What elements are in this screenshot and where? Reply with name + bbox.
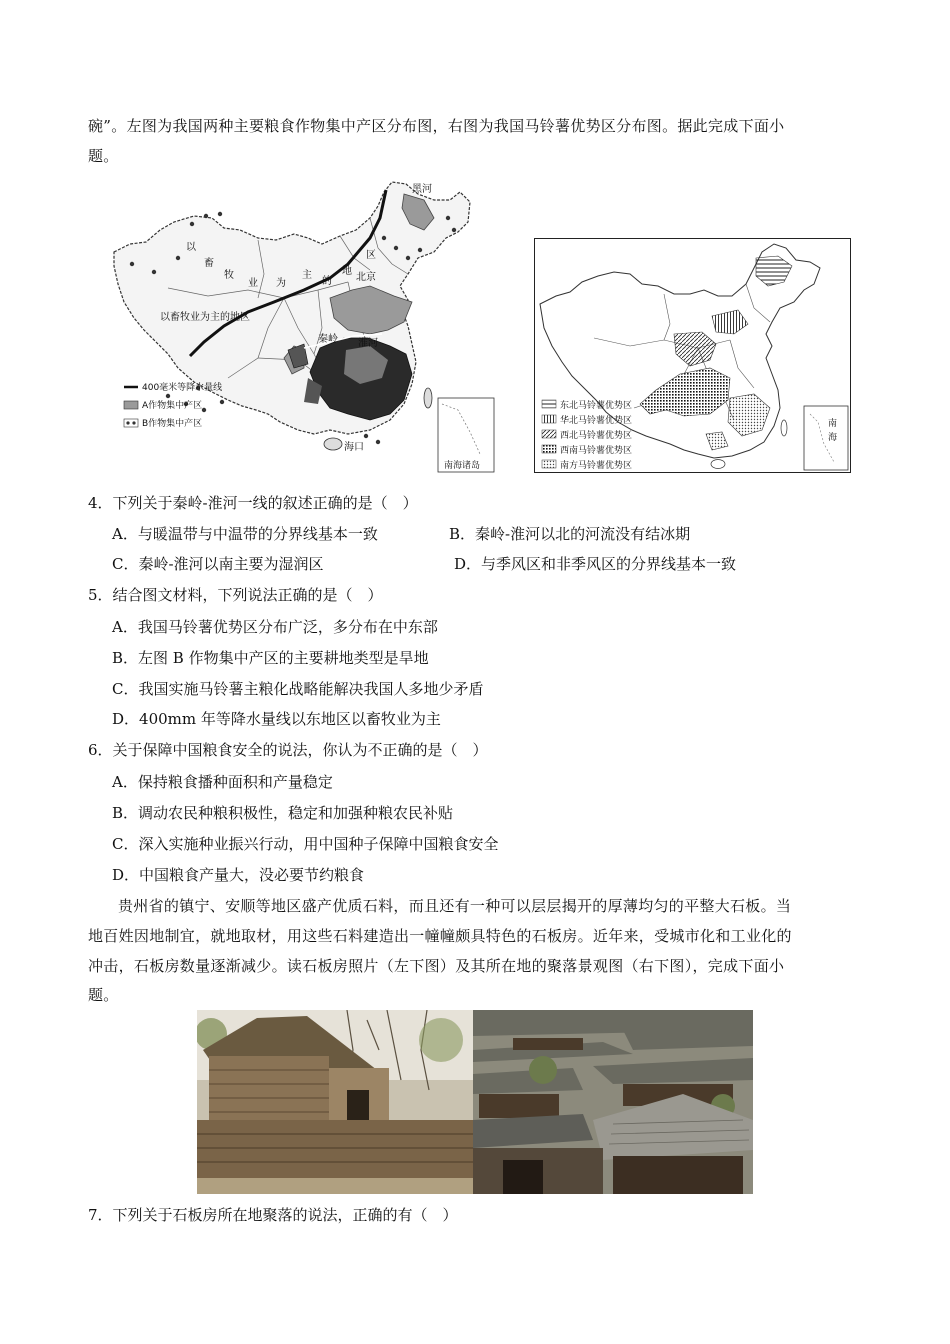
q7-stem: 7．下列关于石板房所在地聚落的说法，正确的有（ ） (88, 1206, 458, 1224)
label-c5: 为 (276, 278, 286, 289)
label-c8: 地 (342, 266, 352, 277)
label-heihe: 黑河 (412, 184, 432, 195)
label-qinling: 秦岭 (318, 334, 338, 345)
village-landscape-photo (473, 1010, 753, 1194)
label-south-sea: 南海诸岛 (444, 461, 481, 471)
q4-option-a: A．与暖温带与中温带的分界线基本一致 (112, 525, 378, 543)
q5-option-d: D．400mm 年等降水量线以东地区以畜牧业为主 (112, 710, 441, 728)
label-c7: 的 (322, 276, 332, 287)
intro2-line-1: 贵州省的镇宁、安顺等地区盛产优质石料，而且还有一种可以层层揭开的厚薄均匀的平整大石板。当 (118, 897, 792, 915)
q6-option-c: C．深入实施种业振兴行动，用中国种子保障中国粮食安全 (112, 835, 499, 853)
label-c9: 区 (366, 250, 376, 261)
legend-400mm-line: 400毫米等降水量线 (142, 383, 223, 393)
legend-southwest: 西南马铃薯优势区 (560, 446, 633, 456)
q6-option-a: A．保持粮食播种面积和产量稳定 (112, 773, 333, 791)
label-pastoral-region: 以畜牧业为主的地区 (160, 312, 250, 323)
label-c6: 主 (302, 270, 312, 281)
label-c3: 牧 (224, 270, 234, 281)
q4-option-d: D．与季风区和非季风区的分界线基本一致 (454, 555, 737, 573)
q5-stem: 5．结合图文材料，下列说法正确的是（ ） (88, 586, 383, 604)
legend-north: 华北马铃薯优势区 (560, 416, 633, 426)
q4-option-c: C．秦岭-淮河以南主要为湿润区 (112, 555, 324, 573)
q4-stem: 4．下列关于秦岭-淮河一线的叙述正确的是（ ） (88, 494, 418, 512)
intro2-line-4: 题。 (88, 986, 119, 1004)
intro-line-2: 题。 (88, 147, 119, 165)
legend-b-crop: B作物集中产区 (142, 419, 203, 429)
label-c4: 业 (248, 278, 258, 289)
q6-stem: 6．关于保障中国粮食安全的说法，你认为不正确的是（ ） (88, 741, 488, 759)
intro2-line-2: 地百姓因地制宜，就地取材，用这些石料建造出一幢幢颇具特色的石板房。近年来，受城市化和工业化的 (88, 927, 792, 945)
label-haikou: 海口 (344, 442, 364, 453)
label-c1: 以 (186, 242, 196, 253)
legend-northwest: 西北马铃薯优势区 (560, 431, 633, 441)
q4-option-b: B．秦岭-淮河以北的河流没有结冰期 (449, 525, 691, 543)
label-huaihe: 淮河 (358, 338, 378, 349)
grain-production-map (108, 178, 500, 478)
inset-label-2: 海 (828, 433, 838, 443)
q6-option-d: D．中国粮食产量大，没必要节约粮食 (112, 866, 365, 884)
inset-label-1: 南 (828, 419, 838, 429)
q5-option-c: C．我国实施马铃薯主粮化战略能解决我国人多地少矛盾 (112, 680, 484, 698)
legend-a-crop: A作物集中产区 (142, 401, 203, 411)
legend-northeast: 东北马铃薯优势区 (560, 401, 633, 411)
potato-region-map (534, 238, 852, 474)
intro-line-1: 碗”。左图为我国两种主要粮食作物集中产区分布图，右图为我国马铃薯优势区分布图。据此完成下面小 (88, 117, 785, 135)
q5-option-b: B．左图 B 作物集中产区的主要耕地类型是旱地 (112, 649, 429, 667)
q6-option-b: B．调动农民种粮积极性，稳定和加强种粮农民补贴 (112, 804, 454, 822)
right-south-sea-inset (804, 406, 848, 470)
q5-option-a: A．我国马铃薯优势区分布广泛，多分布在中东部 (112, 618, 438, 636)
label-c2: 畜 (204, 258, 214, 269)
stone-house-photo (197, 1010, 473, 1194)
legend-south: 南方马铃薯优势区 (560, 461, 633, 471)
map-legend (124, 381, 222, 429)
label-beijing: 北京 (356, 272, 376, 283)
intro2-line-3: 冲击，石板房数量逐渐减少。读石板房照片（左下图）及其所在地的聚落景观图（右下图），完成下面小 (88, 957, 785, 975)
